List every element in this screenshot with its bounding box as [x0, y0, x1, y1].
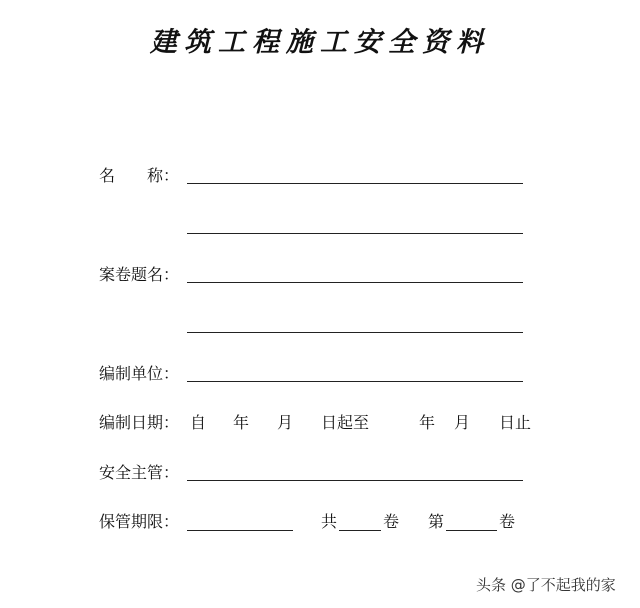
date-month-2: 月 — [454, 413, 471, 432]
compiling-date-label: 编制日期： — [99, 413, 180, 432]
storage-volume-2: 卷 — [499, 512, 516, 531]
compiling-unit-line — [187, 381, 523, 382]
storage-number: 第 — [428, 512, 445, 531]
safety-supervisor-label: 安全主管： — [99, 463, 180, 482]
volume-title-label: 案卷题名： — [99, 265, 180, 284]
date-month-1: 月 — [277, 413, 294, 432]
watermark: 头条 @了不起我的家 — [476, 576, 616, 594]
date-day-end: 日止 — [499, 413, 532, 432]
name-line-1 — [187, 183, 523, 184]
storage-total: 共 — [321, 512, 338, 531]
date-year-2: 年 — [419, 413, 436, 432]
compiling-unit-label: 编制单位： — [99, 364, 180, 383]
storage-period-label: 保管期限： — [99, 512, 180, 531]
storage-total-line — [339, 530, 381, 531]
name-label: 名 称： — [99, 166, 180, 185]
storage-number-line — [446, 530, 497, 531]
storage-period-line — [187, 530, 293, 531]
volume-title-line-1 — [187, 282, 523, 283]
volume-title-line-2 — [187, 332, 523, 333]
storage-volume-1: 卷 — [383, 512, 400, 531]
name-line-2 — [187, 233, 523, 234]
safety-supervisor-line — [187, 480, 523, 481]
date-day-start: 日起至 — [321, 413, 370, 432]
document-title: 建筑工程施工安全资料 — [150, 27, 490, 58]
date-from: 自 — [190, 413, 207, 432]
date-year-1: 年 — [233, 413, 250, 432]
